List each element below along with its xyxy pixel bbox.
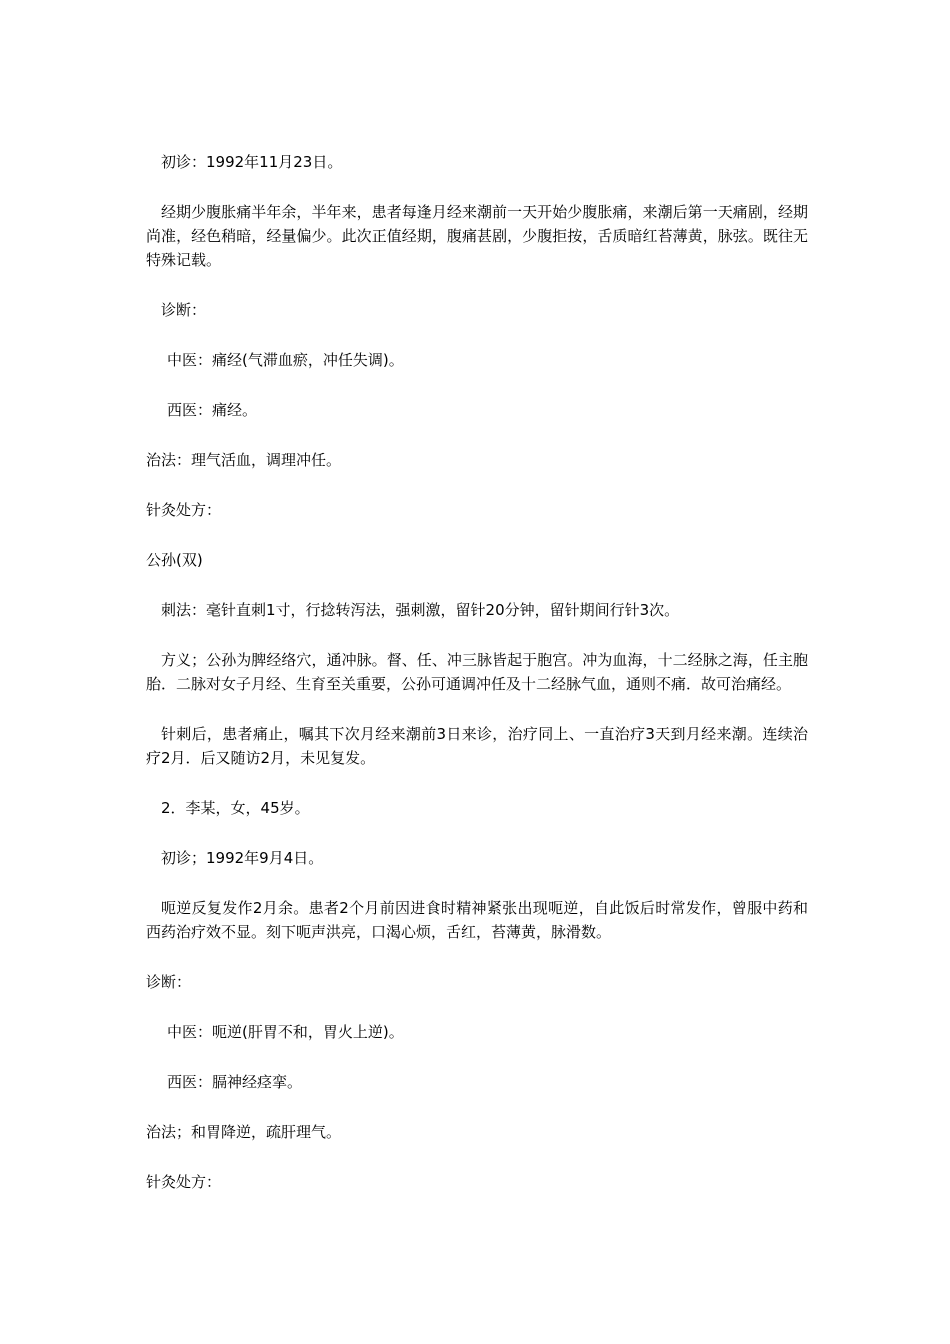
case-2-header: 2．李某，女，45岁。 xyxy=(161,799,310,817)
case-history-2: 呃逆反复发作2月余。患者2个月前因进食时精神紧张出现呃逆，自此饭后时常发作，曾服中药和西药治疗效不显。刻下呃声洪亮，口渴心烦，舌红，苔薄黄，脉滑数。 xyxy=(146,899,808,941)
western-diagnosis-2: 西医：膈神经痉挛。 xyxy=(167,1073,303,1091)
acupuncture-prescription-heading-1: 针灸处方： xyxy=(146,501,222,519)
acupoint-1: 公孙(双) xyxy=(146,551,203,569)
first-visit-date-2: 初诊；1992年9月4日。 xyxy=(161,849,324,867)
diagnosis-heading-2: 诊断： xyxy=(146,973,192,991)
treatment-principle-2: 治法；和胃降逆，疏肝理气。 xyxy=(146,1123,342,1141)
case-history-1: 经期少腹胀痛半年余，半年来，患者每逢月经来潮前一天开始少腹胀痛，来潮后第一天痛剧，经期尚准，经色稍暗，经量偏少。此次正值经期，腹痛甚剧，少腹拒按，舌质暗红苔薄黄，脉弦。既往无特殊记载。 xyxy=(146,203,808,269)
needling-method-1: 刺法：毫针直刺1寸，行捻转泻法，强刺激，留针20分钟，留针期间行针3次。 xyxy=(161,601,680,619)
prescription-rationale-1: 方义；公孙为脾经络穴，通冲脉。督、任、冲三脉皆起于胞宫。冲为血海，十二经脉之海，任主胞胎．二脉对女子月经、生育至关重要，公孙可通调冲任及十二经脉气血，通则不痛．故可治痛经。 xyxy=(146,651,808,693)
treatment-principle-1: 治法：理气活血，调理冲任。 xyxy=(146,451,342,469)
diagnosis-heading-1: 诊断： xyxy=(161,301,207,319)
western-diagnosis-1: 西医：痛经。 xyxy=(167,401,258,419)
acupuncture-prescription-heading-2: 针灸处方： xyxy=(146,1173,222,1191)
tcm-diagnosis-2: 中医：呃逆(肝胃不和，胃火上逆)。 xyxy=(167,1023,404,1041)
document-body xyxy=(146,150,808,1220)
tcm-diagnosis-1: 中医：痛经(气滞血瘀，冲任失调)。 xyxy=(167,351,404,369)
first-visit-date-1: 初诊：1992年11月23日。 xyxy=(161,153,343,171)
outcome-1: 针刺后，患者痛止，嘱其下次月经来潮前3日来诊，治疗同上、一直治疗3天到月经来潮。连续治疗2月．后又随访2月，未见复发。 xyxy=(146,725,808,767)
